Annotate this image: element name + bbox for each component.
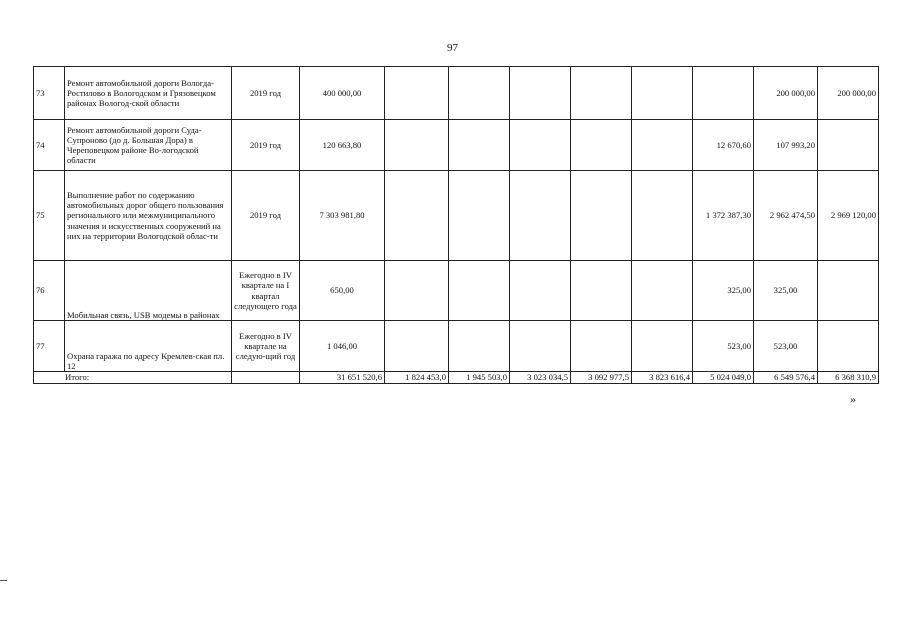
- table-row: [34, 67, 879, 120]
- year-2-amount: [449, 67, 510, 120]
- table-row: [34, 171, 879, 261]
- total-amount: 1 046,00: [300, 321, 385, 372]
- table-row: [34, 321, 879, 372]
- work-name: Ремонт автомобильной дороги Вологда-Ростилово в Вологодском и Грязовецком районах Вологод-ской области: [65, 67, 232, 120]
- year-5-amount: [632, 171, 693, 261]
- row-number: 77: [34, 321, 65, 372]
- row-number: 73: [34, 67, 65, 120]
- totals-year-8: 6 368 310,9: [818, 372, 879, 384]
- work-name: Охрана гаража по адресу Кремлев-ская пл. 12: [65, 321, 232, 372]
- year-8-amount: [818, 321, 879, 372]
- year-5-amount: [632, 67, 693, 120]
- year-8-amount: [818, 120, 879, 171]
- year-7-amount: 107 993,20: [754, 120, 818, 171]
- work-name: Мобильная связь, USB модемы в районах: [65, 261, 232, 321]
- year-2-amount: [449, 120, 510, 171]
- year-8-amount: [818, 261, 879, 321]
- year-1-amount: [385, 67, 449, 120]
- total-amount: 120 663,80: [300, 120, 385, 171]
- totals-label: Итого:: [34, 372, 232, 384]
- year-4-amount: [571, 171, 632, 261]
- year-6-amount: [693, 67, 754, 120]
- work-period: 2019 год: [232, 67, 300, 120]
- year-6-amount: 1 372 387,30: [693, 171, 754, 261]
- total-amount: 7 303 981,80: [300, 171, 385, 261]
- year-3-amount: [510, 120, 571, 171]
- totals-year-1: 1 824 453,0: [385, 372, 449, 384]
- year-2-amount: [449, 321, 510, 372]
- year-8-amount: 200 000,00: [818, 67, 879, 120]
- table-row: [34, 120, 879, 171]
- year-6-amount: 523,00: [693, 321, 754, 372]
- margin-mark: [0, 580, 7, 581]
- year-6-amount: 325,00: [693, 261, 754, 321]
- work-name: Ремонт автомобильной дороги Суда-Супроново (до д. Большая Дора) в Череповецком районе Во-логодской области: [65, 120, 232, 171]
- year-4-amount: [571, 120, 632, 171]
- work-period: 2019 год: [232, 171, 300, 261]
- year-1-amount: [385, 120, 449, 171]
- work-period: 2019 год: [232, 120, 300, 171]
- year-3-amount: [510, 171, 571, 261]
- year-4-amount: [571, 321, 632, 372]
- closing-quote-mark: »: [850, 392, 856, 406]
- year-3-amount: [510, 321, 571, 372]
- year-2-amount: [449, 261, 510, 321]
- year-7-amount: 200 000,00: [754, 67, 818, 120]
- work-period: Ежегодно в IV квартале на следую-щий год: [232, 321, 300, 372]
- row-number: 75: [34, 171, 65, 261]
- work-name: Выполнение работ по содержанию автомобильных дорог общего пользования регионального или межмуниципального значения и искусственных сооружений на них на территории Вологодской облас-ти: [65, 171, 232, 261]
- year-4-amount: [571, 67, 632, 120]
- year-7-amount: 2 962 474,50: [754, 171, 818, 261]
- work-period: Ежегодно в IV квартале на I квартал следующего года: [232, 261, 300, 321]
- year-3-amount: [510, 67, 571, 120]
- page-number: 97: [447, 42, 458, 54]
- totals-period: [232, 372, 300, 384]
- totals-total-amount: 31 651 520,6: [300, 372, 385, 384]
- year-7-amount: 325,00: [754, 261, 818, 321]
- total-amount: 400 000,00: [300, 67, 385, 120]
- year-3-amount: [510, 261, 571, 321]
- expenditure-table: [33, 66, 879, 384]
- totals-year-7: 6 549 576,4: [754, 372, 818, 384]
- year-2-amount: [449, 171, 510, 261]
- year-8-amount: 2 969 120,00: [818, 171, 879, 261]
- year-5-amount: [632, 261, 693, 321]
- year-1-amount: [385, 171, 449, 261]
- year-7-amount: 523,00: [754, 321, 818, 372]
- year-1-amount: [385, 321, 449, 372]
- row-number: 76: [34, 261, 65, 321]
- totals-year-2: 1 945 503,0: [449, 372, 510, 384]
- totals-row: [34, 372, 879, 384]
- totals-year-6: 5 024 049,0: [693, 372, 754, 384]
- year-5-amount: [632, 120, 693, 171]
- row-number: 74: [34, 120, 65, 171]
- totals-year-3: 3 023 034,5: [510, 372, 571, 384]
- year-5-amount: [632, 321, 693, 372]
- totals-year-4: 3 092 977,5: [571, 372, 632, 384]
- totals-year-5: 3 823 616,4: [632, 372, 693, 384]
- year-1-amount: [385, 261, 449, 321]
- year-6-amount: 12 670,60: [693, 120, 754, 171]
- table-row: [34, 261, 879, 321]
- year-4-amount: [571, 261, 632, 321]
- total-amount: 650,00: [300, 261, 385, 321]
